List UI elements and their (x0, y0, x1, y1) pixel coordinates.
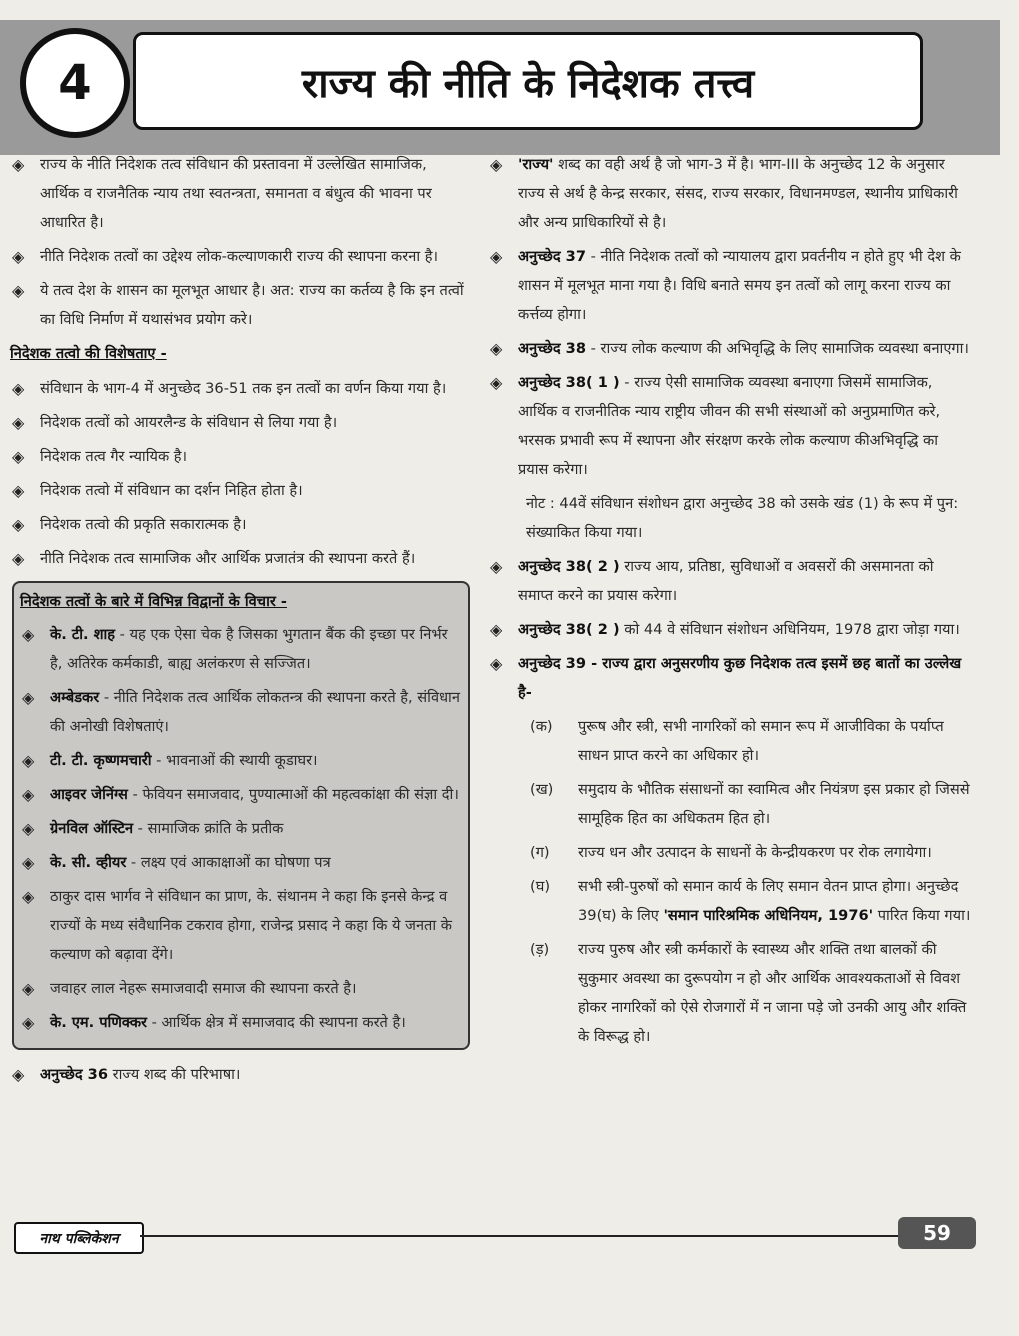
diamond-bullet-icon: ◈ (22, 887, 35, 906)
list-item: ◈ अनुच्छेद 38( 1 ) - राज्य ऐसी सामाजिक व्यवस्था बनाएगा जिसमें सामाजिक, आर्थिक व राजनीतिक न्याय राष्ट्रीय जीवन की सभी संस्थाओं को अनुप्रमाणित करे, भरसक प्रभावी रूप में स्थापना और संरक्षण करके लोक कल्याण कीअभिवृद्धि का प्रयास करेगा। (486, 368, 972, 484)
list-item: ◈ निदेशक तत्व गैर न्यायिक है। (8, 442, 470, 471)
diamond-bullet-icon: ◈ (22, 1013, 35, 1032)
list-item: ◈ नीति निदेशक तत्व सामाजिक और आर्थिक प्रजातंत्र की स्थापना करते हैं। (8, 544, 470, 573)
chapter-number: 4 (20, 28, 130, 138)
list-item: ◈ आइवर जेनिंग्स - फेवियन समाजवाद, पुण्यात्माओं की महत्वकांक्षा की संज्ञा दी। (18, 780, 462, 809)
diamond-bullet-icon: ◈ (12, 413, 25, 432)
diamond-bullet-icon: ◈ (490, 373, 503, 392)
diamond-bullet-icon: ◈ (12, 1065, 25, 1084)
list-item: ◈ अनुच्छेद 38( 2 ) को 44 वे संविधान संशोधन अधिनियम, 1978 द्वारा जोड़ा गया। (486, 615, 972, 644)
diamond-bullet-icon: ◈ (12, 481, 25, 500)
list-item: ◈ निदेशक तत्वो में संविधान का दर्शन निहित होता है। (8, 476, 470, 505)
list-item: ◈ अनुच्छेद 37 - नीति निदेशक तत्वों को न्यायालय द्वारा प्रवर्तनीय न होते हुए भी देश के शासन में मूलभूत माना गया है। विधि बनाते समय इन तत्वों को लागू करना राज्य का कर्त्तव्य होगा। (486, 242, 972, 329)
list-item: ◈ अनुच्छेद 36 राज्य शब्द की परिभाषा। (8, 1060, 470, 1089)
diamond-bullet-icon: ◈ (12, 155, 25, 174)
sub-list-item: (ड़) राज्य पुरुष और स्त्री कर्मकारों के स्वास्थ्य और शक्ति तथा बालकों की सुकुमार अवस्था का दुरूपयोग न हो और आर्थिक आवश्यकताओं से विवश होकर नागरिकों को ऐसे रोजगारों में न जाना पड़े जो उनकी आयु और शक्ति के विरूद्ध हो। (530, 941, 967, 1045)
diamond-bullet-icon: ◈ (490, 155, 503, 174)
list-item: ◈ नीति निदेशक तत्वों का उद्देश्य लोक-कल्याणकारी राज्य की स्थापना करना है। (8, 242, 470, 271)
list-item: ◈ संविधान के भाग-4 में अनुच्छेद 36-51 तक इन तत्वों का वर्णन किया गया है। (8, 374, 470, 403)
diamond-bullet-icon: ◈ (22, 979, 35, 998)
list-item: ◈ के. एम. पणिक्कर - आर्थिक क्षेत्र में समाजवाद की स्थापना करते है। (18, 1008, 462, 1037)
diamond-bullet-icon: ◈ (490, 620, 503, 639)
diamond-bullet-icon: ◈ (22, 751, 35, 770)
list-item: ◈ के. सी. व्हीयर - लक्ष्य एवं आकाक्षाओं का घोषणा पत्र (18, 848, 462, 877)
list-item: ◈ अनुच्छेद 38 - राज्य लोक कल्याण की अभिवृद्धि के लिए सामाजिक व्यवस्था बनाएगा। (486, 334, 972, 363)
diamond-bullet-icon: ◈ (12, 379, 25, 398)
list-item: ◈ के. टी. शाह - यह एक ऐसा चेक है जिसका भुगतान बैंक की इच्छा पर निर्भर है, अतिरेक कर्मकाडी, बाह्य अलंकरण से सज्जित। (18, 620, 462, 678)
diamond-bullet-icon: ◈ (12, 515, 25, 534)
sub-list-item: (घ) सभी स्त्री-पुरुषों को समान कार्य के लिए समान वेतन प्राप्त होगा। अनुच्छेद 39(घ) के लिए 'समान पारिश्रमिक अधिनियम, 1976' पारित किया गया। (530, 878, 971, 924)
sub-list-item: (ग) राज्य धन और उत्पादन के साधनों के केन्द्रीयकरण पर रोक लगायेगा। (530, 844, 932, 861)
list-item: ◈ निदेशक तत्वो की प्रकृति सकारात्मक है। (8, 510, 470, 539)
footer-divider (140, 1235, 900, 1237)
right-column (486, 150, 972, 1056)
diamond-bullet-icon: ◈ (12, 447, 25, 466)
list-item: ◈ ठाकुर दास भार्गव ने संविधान का प्राण, के. संथानम ने कहा कि इनसे केन्द्र व राज्यों के मध्य संवैधानिक टकराव होगा, राजेन्द्र प्रसाद ने कहा कि ये जनता के कल्याण को बढ़ावा देंगे। (18, 882, 462, 969)
chapter-title: राज्य की नीति के निदेशक तत्त्व (133, 32, 923, 130)
diamond-bullet-icon: ◈ (22, 688, 35, 707)
diamond-bullet-icon: ◈ (22, 819, 35, 838)
diamond-bullet-icon: ◈ (12, 247, 25, 266)
diamond-bullet-icon: ◈ (22, 625, 35, 644)
list-item: ◈ अनुच्छेद 39 - राज्य द्वारा अनुसरणीय कुछ निदेशक तत्व इसमें छह बातों का उल्लेख है- (486, 649, 972, 707)
list-item: ◈ अनुच्छेद 38( 2 ) राज्य आय, प्रतिष्ठा, सुविधाओं व अवसरों की असमानता को समाप्त करने का प्रयास करेगा। (486, 552, 972, 610)
publisher-label: नाथ पब्लिकेशन (14, 1222, 144, 1254)
list-item: ◈ ये तत्व देश के शासन का मूलभूत आधार है। अत: राज्य का कर्तव्य है कि इन तत्वों का विधि निर्माण में यथासंभव प्रयोग करे। (8, 276, 470, 334)
list-item: ◈ निदेशक तत्वों को आयरलैन्ड के संविधान से लिया गया है। (8, 408, 470, 437)
note-text: नोट : 44वें संविधान संशोधन द्वारा अनुच्छेद 38 को उसके खंड (1) के रूप में पुन: संख्याकित किया गया। (526, 495, 959, 541)
diamond-bullet-icon: ◈ (22, 853, 35, 872)
left-column (8, 150, 470, 1094)
opinions-box (12, 581, 470, 1050)
diamond-bullet-icon: ◈ (22, 785, 35, 804)
list-item: ◈ टी. टी. कृष्णमचारी - भावनाओं की स्थायी कूडाघर। (18, 746, 462, 775)
sub-list-item: (क) पुरूष और स्त्री, सभी नागरिकों को समान रूप में आजीविका के पर्याप्त साधन प्राप्त करने का अधिकार हो। (530, 718, 944, 764)
list-item: ◈ राज्य के नीति निदेशक तत्व संविधान की प्रस्तावना में उल्लेखित सामाजिक, आर्थिक व राजनैतिक न्याय तथा स्वतन्त्रता, समानता व बंधुत्व की भावना पर आधारित है। (8, 150, 470, 237)
diamond-bullet-icon: ◈ (12, 549, 25, 568)
opinions-heading: निदेशक तत्वों के बारे में विभिन्न विद्वानों के विचार - (20, 593, 287, 610)
diamond-bullet-icon: ◈ (490, 654, 503, 673)
diamond-bullet-icon: ◈ (490, 557, 503, 576)
diamond-bullet-icon: ◈ (490, 247, 503, 266)
features-heading: निदेशक तत्वो की विशेषताए - (10, 345, 167, 362)
diamond-bullet-icon: ◈ (12, 281, 25, 300)
page-number: 59 (898, 1217, 976, 1249)
list-item: ◈ जवाहर लाल नेहरू समाजवादी समाज की स्थापना करते है। (18, 974, 462, 1003)
list-item: ◈ ग्रेनविल ऑस्टिन - सामाजिक क्रांति के प्रतीक (18, 814, 462, 843)
diamond-bullet-icon: ◈ (490, 339, 503, 358)
list-item: ◈ 'राज्य' शब्द का वही अर्थ है जो भाग-3 में है। भाग-III के अनुच्छेद 12 के अनुसार राज्य से अर्थ है केन्द्र सरकार, संसद, राज्य सरकार, विधानमण्डल, स्थानीय प्राधिकारी और अन्य प्राधिकारियों से है। (486, 150, 972, 237)
list-item: ◈ अम्बेडकर - नीति निदेशक तत्व आर्थिक लोकतन्त्र की स्थापना करते है, संविधान की अनोखी विशेषताएं। (18, 683, 462, 741)
sub-list-item: (ख) समुदाय के भौतिक संसाधनों का स्वामित्व और नियंत्रण इस प्रकार हो जिससे सामूहिक हित का अधिकतम हित हो। (530, 781, 970, 827)
